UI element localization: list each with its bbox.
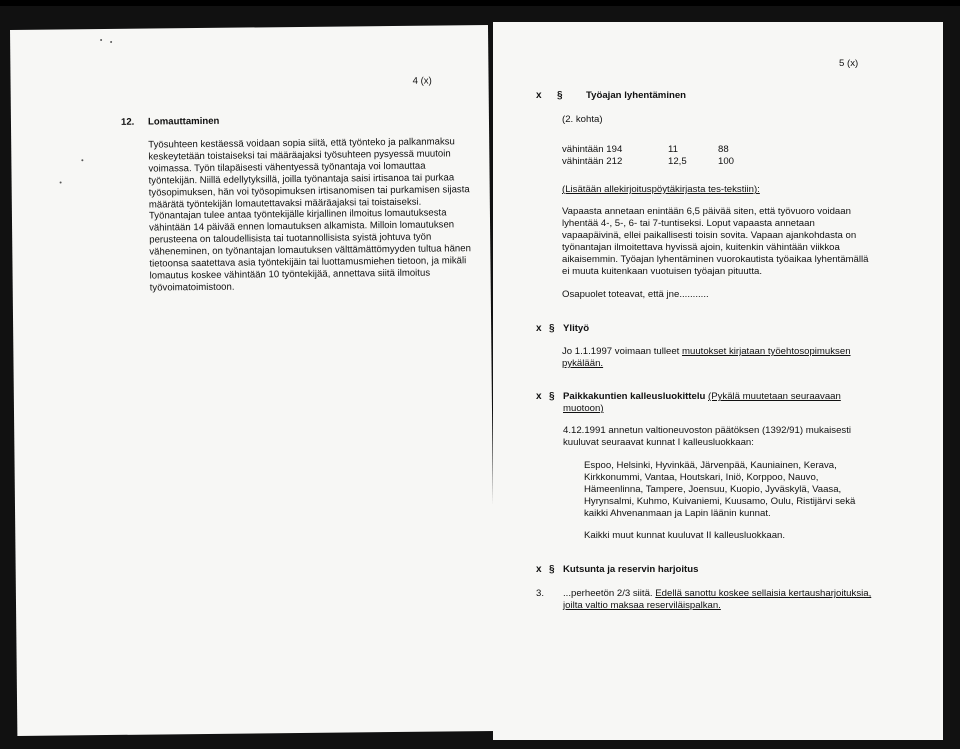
list-item: Hämeenlinna, Tampere, Joensuu, Kuopio, Jyväskylä, Vaasa,	[584, 483, 842, 495]
section-intro	[563, 425, 851, 449]
section-title: Ylityö	[563, 323, 590, 334]
paragraph-line: Työsuhteen kestäessä voidaan sopia siitä, että työnteko ja palkanmaksu	[148, 136, 455, 151]
heading-line: muotoon)	[563, 402, 604, 414]
hours-table	[562, 144, 734, 168]
section-symbol: §	[549, 323, 555, 334]
section-paragraph	[562, 346, 851, 370]
table-cell: 88	[718, 144, 729, 155]
paragraph-line: voimassa. Työn tilapäisesti vähentyessä työnantaja voi lomauttaa	[148, 160, 426, 175]
lomauttaminen-paragraph	[148, 136, 490, 294]
table-cell: 12,5	[668, 156, 687, 167]
section-mark: x	[536, 391, 542, 402]
paragraph-text: ...perheetön 2/3 siitä.	[563, 588, 656, 599]
paragraph-line: joilta valtio maksaa reserviläispalkan.	[563, 599, 721, 611]
section-title: Paikkakuntien kalleusluokittelu	[563, 391, 706, 402]
paragraph-line: perusteena on taloudellisista tai tuotannollisista syistä johtuva työn	[149, 231, 432, 246]
table-cell: vähintään 194	[562, 144, 623, 155]
paragraph-line: vähintään 14 päivää ennen lomautuksen alkamista. Milloin lomautuksen	[149, 219, 455, 234]
paragraph-underlined: Edellä sanottu koskee sellaisia kertausharjoituksia,	[655, 588, 872, 599]
paragraph-line: vapaapäivinä, ellei paikallisesti toisin sovita. Vapaan ajankohdasta on	[562, 229, 857, 241]
item-number: 3.	[536, 588, 545, 599]
section-symbol: §	[549, 564, 555, 575]
paragraph-line: Työnantajan tulee antaa työntekijälle kirjallinen ilmoitus lomautuksesta	[148, 207, 447, 222]
section-paragraph	[563, 588, 871, 612]
paragraph-underlined: muutokset kirjataan työehtosopimuksen	[682, 346, 851, 357]
paragraph-line: työvoimatoimistoon.	[149, 281, 235, 294]
section-title: Kutsunta ja reservin harjoitus	[563, 564, 699, 575]
table-row	[562, 156, 734, 168]
table-cell: 11	[668, 144, 678, 155]
paragraph-line: 4.12.1991 annetun valtioneuvoston päätöksen (1392/91) mukaisesti	[563, 425, 852, 436]
section-mark: x	[536, 564, 542, 575]
paragraph-text: Jo 1.1.1997 voimaan tulleet	[562, 346, 683, 357]
section-title: Työajan lyhentäminen	[586, 90, 687, 101]
heading-line	[563, 391, 841, 403]
paragraph-line: keskeytetään toistaiseksi tai määräajaksi työsuhteen pysyessä muutoin	[148, 148, 451, 163]
section-subtitle: (2. kohta)	[562, 114, 603, 125]
paragraph-line: väheneminen, on työnantajan lomautuksen välttämättömyyden tultua hänen	[149, 243, 471, 258]
section-symbol: §	[549, 391, 555, 402]
paragraph-line: työnantajan ilmoitettava hyvissä ajoin, kuitenkin vähintään viikkoa	[562, 241, 840, 253]
section-heading	[563, 391, 841, 415]
table-cell: vähintään 212	[562, 156, 623, 167]
paragraph-line: määrätä työntekijän lomautettavaksi määräajaksi tai toistaiseksi.	[148, 196, 422, 211]
scan-speck	[60, 181, 62, 183]
scan-border	[0, 0, 960, 6]
paragraph-line: lomautus koskee vähintään 10 työntekijää, annettava siitä ilmoitus	[149, 267, 431, 282]
list-item: kaikki Ahvenanmaan ja Lapin läänin kunnat.	[584, 507, 771, 519]
table-row	[562, 144, 734, 156]
paragraph-line: työntekijän. Niillä edellytyksillä, joilla työnantaja saisi irtisanoa tai purkaa	[148, 172, 455, 187]
paragraph-line: Vapaasta annetaan enintään 6,5 päivää siten, että työvuoro voidaan	[562, 206, 851, 217]
paragraph-line	[563, 588, 871, 600]
paragraph-line: pykälään.	[562, 357, 604, 369]
left-page	[10, 25, 495, 736]
list-item: Kirkkonummi, Vantaa, Houtskari, Iniö, Korppoo, Nauvo,	[584, 471, 819, 483]
section-mark: x	[536, 90, 542, 101]
scan-speck	[110, 41, 112, 43]
scan-speck	[100, 39, 102, 41]
paragraph-line: työsopimuksen, hän voi työsopimuksen irtisanomisen tai purkamisen sijasta	[148, 183, 470, 199]
section-mark: x	[536, 323, 542, 334]
section-title-suffix: (Pykälä muutetaan seuraavaan	[708, 391, 841, 402]
paragraph-line: aikaisemmin. Työajan lyhentäminen vuorokautista työaikaa lyhentämällä	[562, 253, 869, 265]
page-number: 4 (x)	[412, 75, 432, 87]
table-cell: 100	[718, 156, 735, 167]
city-list	[584, 460, 855, 520]
paragraph-line: kuuluvat seuraavat kunnat I kalleusluokkaan:	[563, 436, 754, 448]
list-item: Espoo, Helsinki, Hyvinkää, Järvenpää, Kauniainen, Kerava,	[584, 460, 837, 471]
other-cities: Kaikki muut kunnat kuuluvat II kalleusluokkaan.	[584, 530, 786, 541]
section-number: 12.	[120, 116, 135, 128]
page-number: 5 (x)	[839, 58, 859, 69]
paragraph-line	[562, 346, 851, 358]
paragraph-line: ei muuta kuitenkaan vuotuisen työajan pituutta.	[562, 265, 763, 277]
paragraph-line: lyhentää 4-, 5-, 6- tai 7-tuntiseksi. Loput vapaasta annetaan	[562, 217, 815, 229]
list-item: Hyrynsalmi, Kuhmo, Kuivaniemi, Kuusamo, Oulu, Ristijärvi sekä	[584, 495, 856, 507]
section-note: (Lisätään allekirjoituspöytäkirjasta tes-tekstiin):	[562, 184, 760, 195]
section-closing: Osapuolet toteavat, että jne...........	[562, 289, 709, 300]
right-page	[493, 22, 943, 740]
section-paragraph	[562, 206, 868, 277]
scan-speck	[81, 159, 83, 161]
section-symbol: §	[557, 90, 563, 101]
paragraph-line: tietoonsa saatettava asia työntekijäin tai luottamusmiehen tietoon, ja mikäli	[149, 255, 467, 270]
section-title: Lomauttaminen	[147, 115, 220, 128]
